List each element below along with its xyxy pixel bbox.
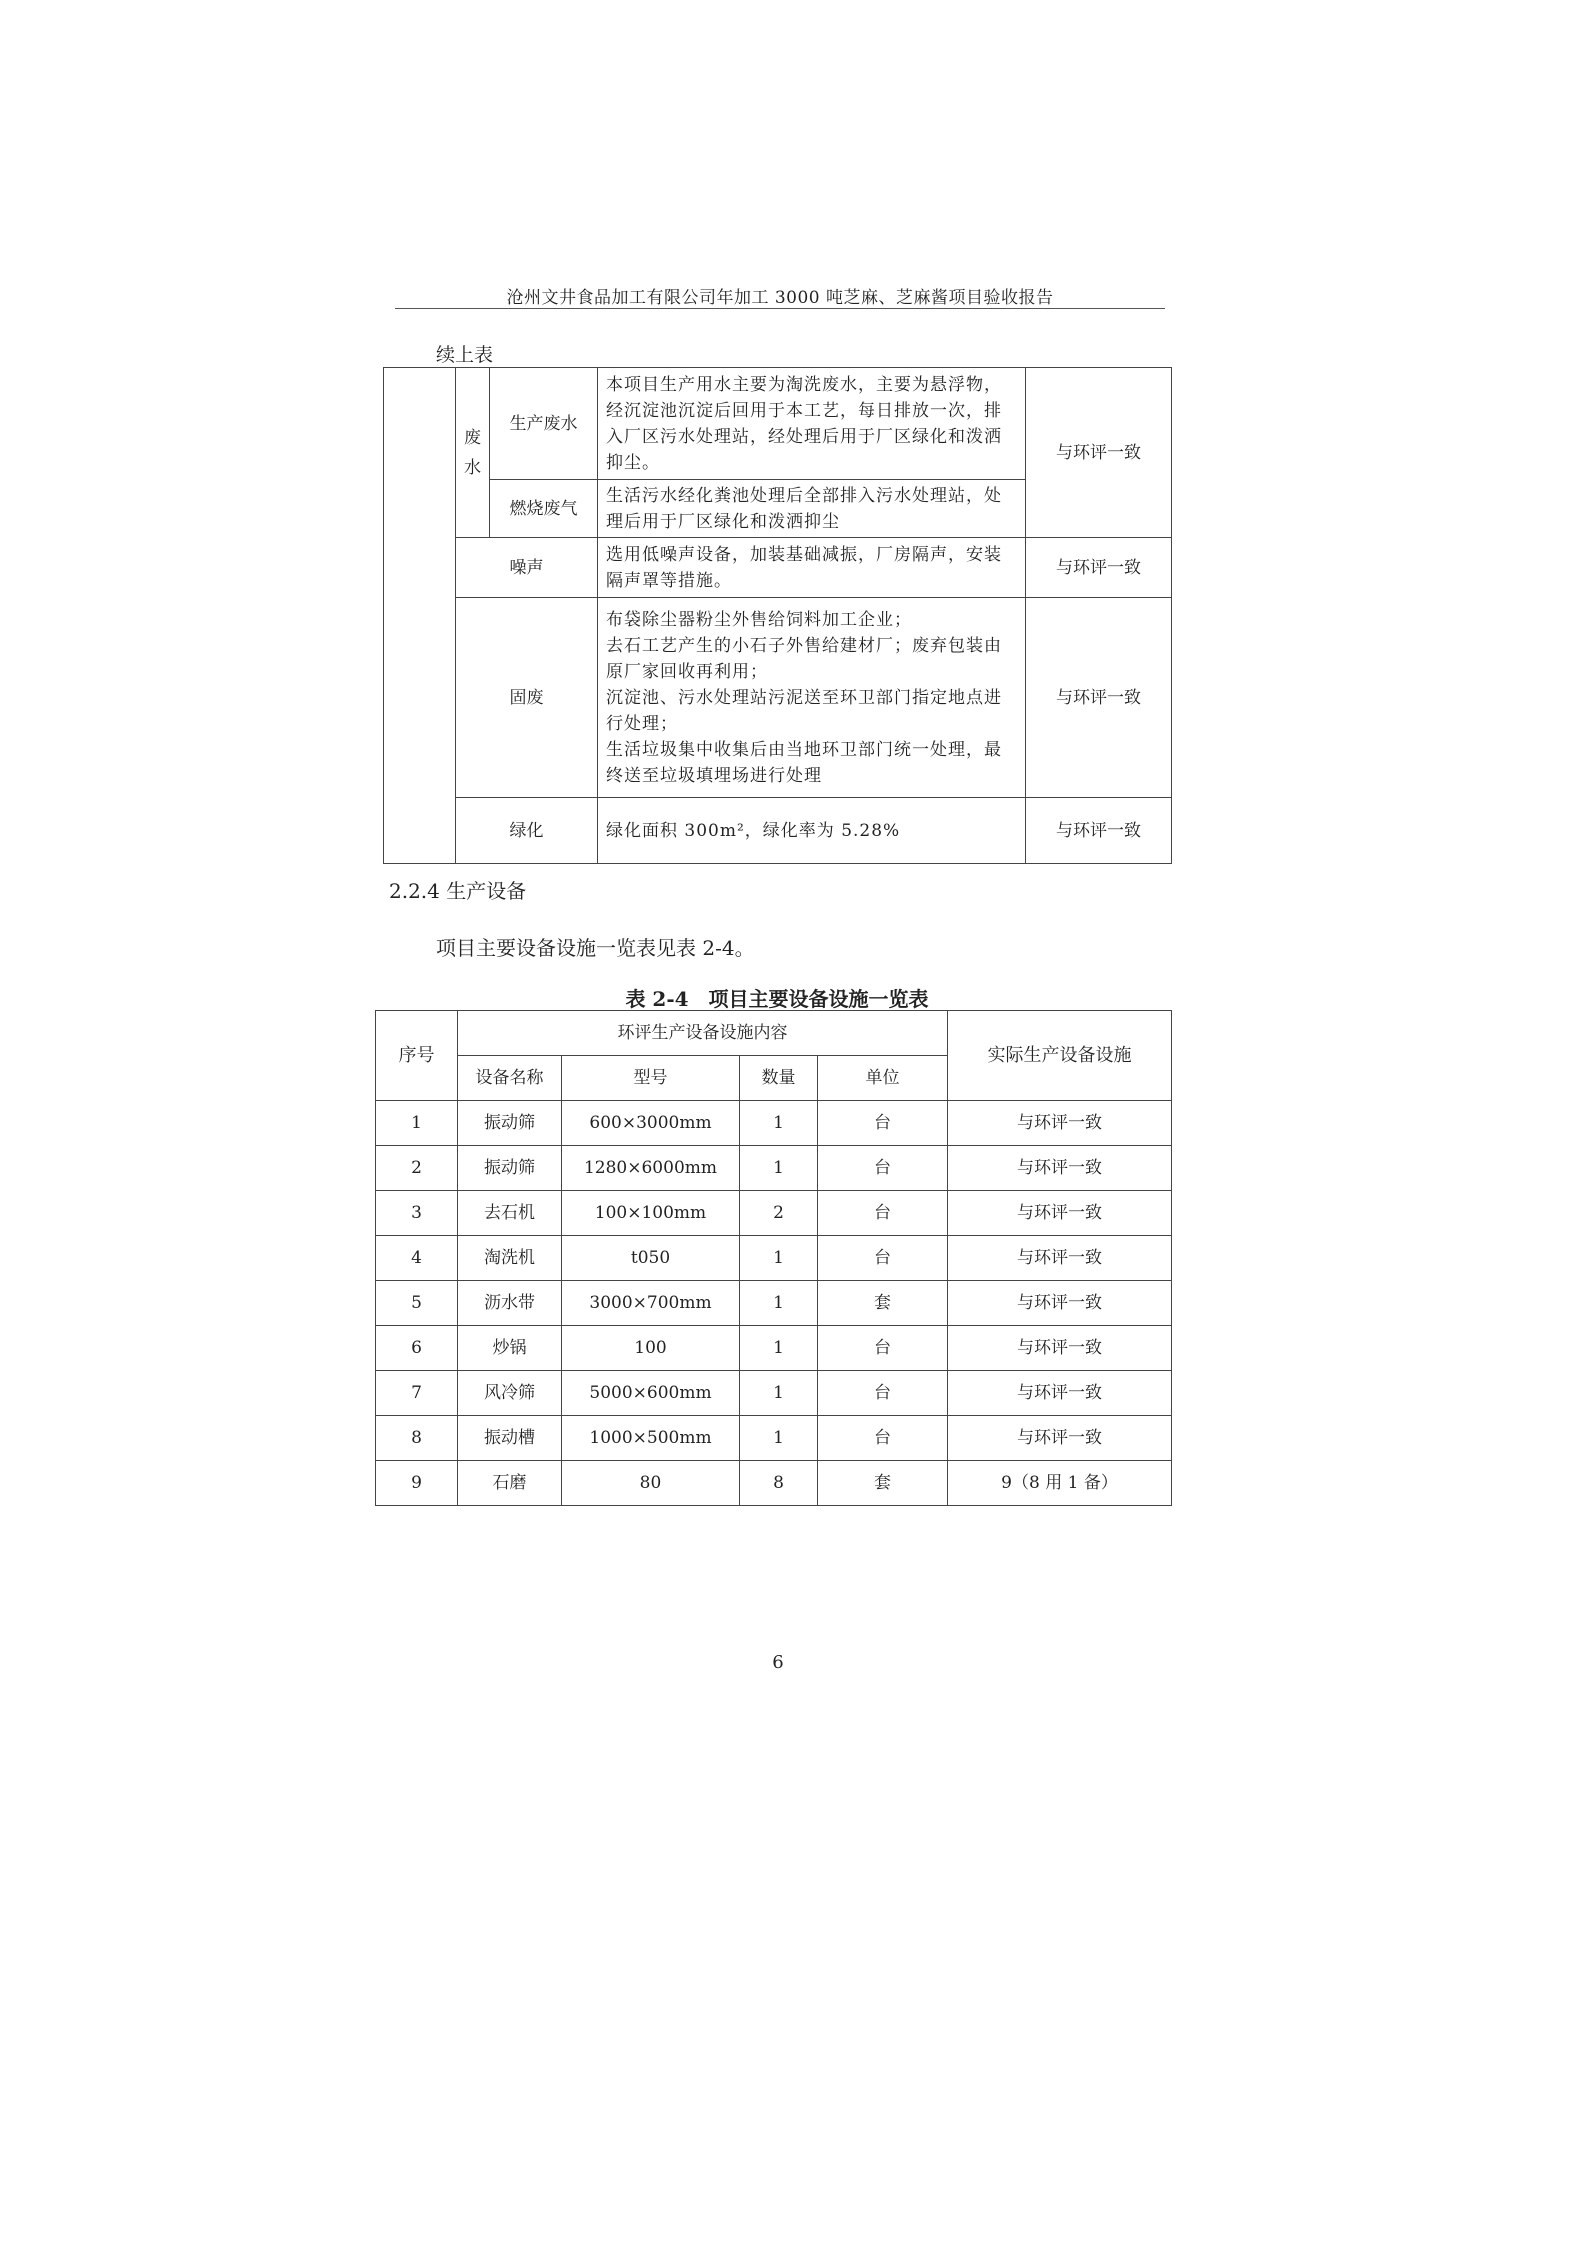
cell-model: 5000×600mm — [562, 1371, 740, 1416]
table-row — [384, 598, 1172, 798]
item-name: 燃烧废气 — [490, 480, 598, 538]
table-row — [376, 1416, 1172, 1461]
cell-no: 8 — [376, 1416, 458, 1461]
cell-name: 振动槽 — [458, 1416, 562, 1461]
cell-unit: 套 — [818, 1461, 948, 1506]
continued-label: 续上表 — [436, 344, 494, 366]
table-title: 表 2-4 项目主要设备设施一览表 — [625, 987, 929, 1011]
page-header: 沧州文井食品加工有限公司年加工 3000 吨芝麻、芝麻酱项目验收报告 — [506, 288, 1054, 308]
cell-name: 振动筛 — [458, 1101, 562, 1146]
cell-qty: 1 — [740, 1326, 818, 1371]
cell-name: 淘洗机 — [458, 1236, 562, 1281]
cell-qty: 8 — [740, 1461, 818, 1506]
cell-qty: 1 — [740, 1416, 818, 1461]
desc-line: 布袋除尘器粉尘外售给饲料加工企业； — [606, 609, 912, 630]
desc-line: 生活垃圾集中收集后由当地环卫部门统一处理，最终送至垃圾填埋场进行处理 — [606, 739, 1002, 786]
item-result: 与环评一致 — [1026, 798, 1172, 864]
equipment-table — [375, 1010, 1172, 1506]
table-row — [376, 1371, 1172, 1416]
table-row — [384, 538, 1172, 598]
cell-name: 沥水带 — [458, 1281, 562, 1326]
cell-actual: 9（8 用 1 备） — [948, 1461, 1172, 1506]
header-unit: 单位 — [818, 1056, 948, 1101]
table-row — [384, 798, 1172, 864]
cell-name: 炒锅 — [458, 1326, 562, 1371]
table-header-row — [376, 1011, 1172, 1056]
cell-no: 2 — [376, 1146, 458, 1191]
cell-no: 1 — [376, 1101, 458, 1146]
cell-actual: 与环评一致 — [948, 1101, 1172, 1146]
header-model: 型号 — [562, 1056, 740, 1101]
cell-no: 7 — [376, 1371, 458, 1416]
cell-model: 1280×6000mm — [562, 1146, 740, 1191]
cell-unit: 套 — [818, 1281, 948, 1326]
cell-name: 石磨 — [458, 1461, 562, 1506]
cell-actual: 与环评一致 — [948, 1326, 1172, 1371]
cell-model: 100×100mm — [562, 1191, 740, 1236]
category-cell — [384, 368, 456, 864]
cell-name: 风冷筛 — [458, 1371, 562, 1416]
cell-name: 振动筛 — [458, 1146, 562, 1191]
item-desc: 绿化面积 300m²，绿化率为 5.28% — [598, 798, 1026, 864]
item-result: 与环评一致 — [1026, 538, 1172, 598]
wastewater-group-label: 废水 — [464, 427, 481, 478]
item-desc: 生活污水经化粪池处理后全部排入污水处理站，处理后用于厂区绿化和泼洒抑尘 — [598, 480, 1026, 538]
cell-no: 6 — [376, 1326, 458, 1371]
cell-qty: 1 — [740, 1146, 818, 1191]
item-result: 与环评一致 — [1026, 598, 1172, 798]
section-heading: 2.2.4 生产设备 — [389, 879, 527, 903]
cell-actual: 与环评一致 — [948, 1236, 1172, 1281]
cell-qty: 2 — [740, 1191, 818, 1236]
item-desc: 选用低噪声设备，加装基础减振，厂房隔声，安装隔声罩等措施。 — [598, 538, 1026, 598]
cell-qty: 1 — [740, 1236, 818, 1281]
header-no: 序号 — [376, 1011, 458, 1101]
cell-no: 3 — [376, 1191, 458, 1236]
cell-unit: 台 — [818, 1326, 948, 1371]
cell-actual: 与环评一致 — [948, 1191, 1172, 1236]
table-row — [376, 1326, 1172, 1371]
cell-unit: 台 — [818, 1191, 948, 1236]
cell-model: 80 — [562, 1461, 740, 1506]
item-name: 绿化 — [456, 798, 598, 864]
desc-line: 沉淀池、污水处理站污泥送至环卫部门指定地点进行处理； — [606, 687, 1002, 734]
cell-unit: 台 — [818, 1371, 948, 1416]
header-qty: 数量 — [740, 1056, 818, 1101]
cell-actual: 与环评一致 — [948, 1416, 1172, 1461]
cell-unit: 台 — [818, 1146, 948, 1191]
desc-line: 去石工艺产生的小石子外售给建材厂；废弃包装由原厂家回收再利用； — [606, 635, 1002, 682]
table-row — [376, 1146, 1172, 1191]
cell-qty: 1 — [740, 1371, 818, 1416]
item-desc — [598, 598, 1026, 798]
item-name: 生产废水 — [490, 368, 598, 480]
cell-actual: 与环评一致 — [948, 1281, 1172, 1326]
cell-qty: 1 — [740, 1101, 818, 1146]
cell-no: 4 — [376, 1236, 458, 1281]
pollution-measures-table — [383, 367, 1172, 864]
page-number: 6 — [772, 1652, 784, 1673]
item-desc: 本项目生产用水主要为淘洗废水，主要为悬浮物，经沉淀池沉淀后回用于本工艺，每日排放一次，排入厂区污水处理站，经处理后用于厂区绿化和泼洒抑尘。 — [598, 368, 1026, 480]
cell-no: 9 — [376, 1461, 458, 1506]
header-actual: 实际生产设备设施 — [948, 1011, 1172, 1101]
table-row — [376, 1461, 1172, 1506]
cell-model: 3000×700mm — [562, 1281, 740, 1326]
intro-text: 项目主要设备设施一览表见表 2-4。 — [436, 936, 755, 960]
table-row — [376, 1101, 1172, 1146]
item-name: 噪声 — [456, 538, 598, 598]
cell-actual: 与环评一致 — [948, 1146, 1172, 1191]
cell-model: 100 — [562, 1326, 740, 1371]
table-row — [376, 1281, 1172, 1326]
table-row — [376, 1236, 1172, 1281]
cell-model: 1000×500mm — [562, 1416, 740, 1461]
header-name: 设备名称 — [458, 1056, 562, 1101]
cell-model: 600×3000mm — [562, 1101, 740, 1146]
item-result: 与环评一致 — [1026, 368, 1172, 538]
cell-unit: 台 — [818, 1416, 948, 1461]
header-group: 环评生产设备设施内容 — [458, 1011, 948, 1056]
wastewater-group-cell — [456, 368, 490, 538]
cell-unit: 台 — [818, 1236, 948, 1281]
cell-model: t050 — [562, 1236, 740, 1281]
cell-unit: 台 — [818, 1101, 948, 1146]
table-row — [384, 368, 1172, 480]
cell-qty: 1 — [740, 1281, 818, 1326]
item-name: 固废 — [456, 598, 598, 798]
cell-name: 去石机 — [458, 1191, 562, 1236]
table-row — [376, 1191, 1172, 1236]
cell-no: 5 — [376, 1281, 458, 1326]
header-rule — [395, 308, 1165, 309]
cell-actual: 与环评一致 — [948, 1371, 1172, 1416]
